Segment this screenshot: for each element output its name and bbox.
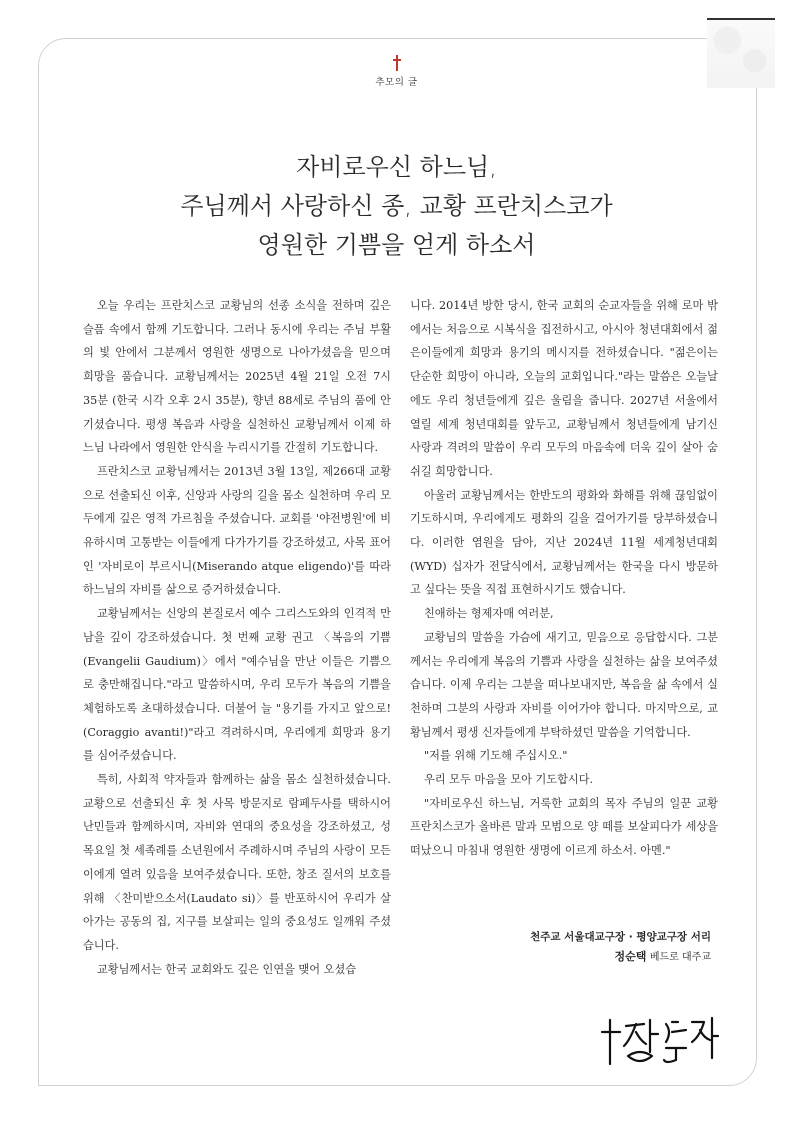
handwritten-signature <box>600 1012 720 1070</box>
paragraph: 교황님께서는 한국 교회와도 깊은 인연을 맺어 오셨습 <box>97 962 357 976</box>
title-line: 영원한 기쁨을 얻게 하소서 <box>257 231 536 259</box>
paragraph: 프란치스코 교황님께서는 2013년 3월 13일, 제266대 교황으로 선출되신 이후, 신앙과 사랑의 길을 몸소 실천하며 우리 모두에게 깊은 영적 가르침을 주셨습니다. 교회를 '야전병원'에 비유하시며 고통받는 이들에게 다가가기를 강조하셨고, 사목 표어인 '자비로이 부르시니(Miserando atque eligendo)'를 따라 하느님의 자비를 삶으로 증거하셨습니다. <box>83 464 391 597</box>
title-line: 자비로우신 하느님, <box>296 153 497 181</box>
paragraph: "저를 위해 기도해 주십시오." <box>424 749 568 763</box>
right-column <box>410 294 718 863</box>
left-column <box>83 294 391 981</box>
page-title <box>0 148 793 265</box>
author-name: 정순택 <box>614 950 647 963</box>
paragraph: 특히, 사회적 약자들과 함께하는 삶을 몸소 실천하셨습니다. 교황으로 선출되신 후 첫 사목 방문지로 람페두사를 택하시어 난민들과 함께하시며, 자비와 연대의 중요성을 강조하셨고, 성 목요일 첫 세족례를 소년원에서 주례하시며 주님의 사랑이 모든 이에게 열려 있음을 보여주셨습니다. 또한, 창조 질서의 보호를 위해 〈찬미받으소서(Laudato si)〉를 반포하시어 우리가 살아가는 공동의 집, 지구를 보살피는 일의 중요성도 일깨워 주셨습니다. <box>83 773 391 952</box>
section-tag: 추모의 글 <box>375 77 418 88</box>
paragraph: 친애하는 형제자매 여러분, <box>424 607 554 621</box>
paragraph: 교황님의 말씀을 가슴에 새기고, 믿음으로 응답합시다. 그분께서는 우리에게 복음의 기쁨과 사랑을 실천하는 삶을 보여주셨습니다. 이제 우리는 그분을 떠나보내지만, 복음을 삶 속에서 실천하며 그분의 사랑과 자비를 이어가야 합니다. 마지막으로, 교황님께서 평생 신자들에게 부탁하셨던 말씀을 기억합니다. <box>410 630 718 739</box>
author-name-line <box>530 947 711 967</box>
title-line: 주님께서 사랑하신 종, 교황 프란치스코가 <box>180 192 613 220</box>
paragraph: 우리 모두 마음을 모아 기도합시다. <box>424 773 594 787</box>
paragraph: 오늘 우리는 프란치스코 교황님의 선종 소식을 전하며 깊은 슬픔 속에서 함께 기도합니다. 그러나 동시에 우리는 주님 부활의 빛 안에서 그분께서 영원한 생명으로 나아가셨음을 믿으며 희망을 품습니다. 교황님께서는 2025년 4월 21일 오전 7시 35분 (한국 시각 오후 2시 35분), 향년 88세로 주님의 품에 안기셨습니다. 평생 복음과 사랑을 실천하신 교황님께서 이제 하느님 나라에서 영원한 안식을 누리시기를 간절히 기도합니다. <box>83 299 391 455</box>
author-role: 베드로 대주교 <box>649 952 711 963</box>
paragraph: 교황님께서는 신앙의 본질로서 예수 그리스도와의 인격적 만남을 깊이 강조하셨습니다. 첫 번째 교황 권고 〈복음의 기쁨(Evangelii Gaudium)〉에서 "예수님을 만난 이들은 기쁨으로 충만해집니다."라고 말씀하시며, 우리 모두가 복음의 기쁨을 체험하도록 초대하셨습니다. 더불어 늘 "용기를 가지고 앞으로!(Coraggio avanti!)"라고 격려하시며, 우리에게 희망과 용기를 심어주셨습니다. <box>83 607 391 763</box>
author-block <box>530 928 711 967</box>
paragraph: 아울러 교황님께서는 한반도의 평화와 화해를 위해 끊임없이 기도하시며, 우리에게도 평화의 길을 걸어가기를 당부하셨습니다. 이러한 염원을 담아, 지난 2024년 11월 세계청년대회(WYD) 십자가 전달식에서, 교황님께서는 한국을 다시 방문하고 싶다는 뜻을 직접 표현하시기도 했습니다. <box>410 488 718 597</box>
paragraph: "자비로우신 하느님, 거룩한 교회의 목자 주님의 일꾼 교황 프란치스코가 올바른 말과 모범으로 양 떼를 보살피다가 세상을 떠났으니 마침내 영원한 생명에 이르게 하소서. 아멘." <box>410 796 718 858</box>
cross-icon <box>393 55 401 71</box>
author-title: 천주교 서울대교구장 · 평양교구장 서리 <box>530 931 711 943</box>
paragraph: 니다. 2014년 방한 당시, 한국 교회의 순교자들을 위해 로마 밖에서는 처음으로 시복식을 집전하시고, 아시아 청년대회에서 젊은이들에게 희망과 용기의 메시지를 전하셨습니다. "젊은이는 단순한 희망이 아니라, 오늘의 교회입니다."라는 말씀은 오늘날에도 우리 청년들에게 깊은 울림을 줍니다. 2027년 서울에서 열릴 세계 청년대회를 앞두고, 교황님께서 청년들에게 남기신 사랑과 격려의 말씀이 우리 모두의 마음속에 더욱 깊이 살아 숨 쉬길 희망합니다. <box>410 299 718 478</box>
